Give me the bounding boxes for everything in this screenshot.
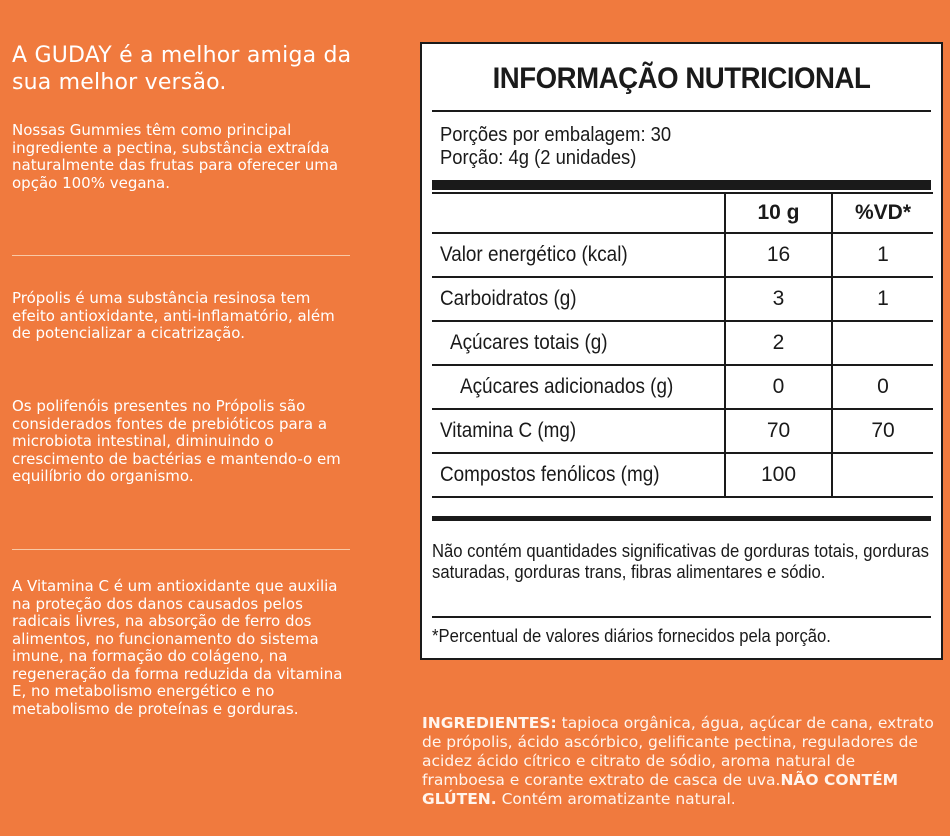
nutrient-dv [832, 321, 933, 365]
nutrient-dv [832, 453, 933, 497]
nutrient-amount: 3 [725, 277, 832, 321]
nutrient-amount: 70 [725, 409, 832, 453]
serving-size: Porção: 4g (2 unidades) [440, 147, 637, 169]
nutrient-dv: 70 [832, 409, 933, 453]
header-amount: 10 g [725, 193, 832, 233]
nutrition-facts-panel [420, 42, 943, 660]
nutrient-name: Valor energético (kcal) [440, 243, 628, 266]
rule [432, 110, 931, 112]
thick-rule [432, 516, 931, 521]
table-row [432, 277, 933, 321]
nutrient-amount: 100 [725, 453, 832, 497]
flavor-note: Contém aromatizante natural. [496, 790, 736, 808]
ingredients-label: INGREDIENTES: [422, 714, 557, 732]
nutrient-amount: 2 [725, 321, 832, 365]
not-significant-note [432, 540, 933, 582]
rule [432, 616, 931, 618]
nutrition-title: INFORMAÇÃO NUTRICIONAL [492, 62, 871, 95]
table-row [432, 453, 933, 497]
nutrient-amount: 0 [725, 365, 832, 409]
intro-paragraph: Nossas Gummies têm como principal ingrediente a pectina, substância extraída naturalmente das frutas para oferecer uma opção 100% vegana. [12, 121, 339, 192]
nutrient-dv: 1 [832, 277, 933, 321]
nutrient-name: Compostos fenólicos (mg) [440, 463, 660, 486]
nutrient-name: Vitamina C (mg) [440, 419, 577, 442]
table-row [432, 321, 933, 365]
table-header-row [432, 193, 933, 233]
divider [12, 549, 350, 550]
vitamin-c-paragraph: A Vitamina C é um antioxidante que auxilia na proteção dos danos causados pelos radicais livres, na absorção de ferro dos alimentos, no funcionamento do sistema imune, na formação do colágeno, na regeneração da forma reduzida da vitamina E, no metabolismo energético e no metabolismo de proteínas e gorduras. [12, 577, 343, 718]
header-dv: %VD* [832, 193, 933, 233]
header-empty [432, 193, 725, 233]
ingredients-text: tapioca orgânica, água, açúcar de cana, extrato de própolis, ácido ascórbico, gelificante pectina, reguladores de acidez ácido cítrico e citrato de sódio, aroma natural de framboesa e corante extrato de casca de uva. [422, 714, 934, 789]
polyphenols-paragraph: Os polifenóis presentes no Própolis são considerados fontes de prebióticos para a microbiota intestinal, diminuindo o crescimento de bactérias e mantendo-o em equilíbrio do organismo. [12, 397, 341, 485]
not-significant-text: Não contém quantidades significativas de gorduras totais, gorduras saturadas, gorduras trans, fibras alimentares e sódio. [432, 540, 930, 582]
propolis-paragraph: Própolis é uma substância resinosa tem efeito antioxidante, anti-inflamatório, além de potencializar a cicatrização. [12, 289, 335, 342]
footnote-text: *Percentual de valores diários fornecidos pela porção. [432, 625, 831, 646]
nutrient-name: Açúcares totais (g) [450, 331, 608, 354]
nutrient-dv: 1 [832, 233, 933, 277]
ingredients-block [422, 714, 937, 809]
servings-per-package: Porções por embalagem: 30 [440, 124, 672, 146]
divider [12, 255, 350, 256]
nutrient-dv: 0 [832, 365, 933, 409]
table-row [432, 233, 933, 277]
gluten-warning: NÃO CONTÉM GLÚTEN. [422, 771, 899, 808]
nutrition-table [432, 192, 933, 498]
table-row [432, 409, 933, 453]
nutrient-name: Açúcares adicionados (g) [460, 375, 674, 398]
nutrient-name: Carboidratos (g) [440, 287, 577, 310]
table-row [432, 365, 933, 409]
thick-rule [432, 180, 931, 190]
headline: A GUDAY é a melhor amiga da sua melhor versão. [12, 43, 352, 95]
nutrient-amount: 16 [725, 233, 832, 277]
footnote [432, 625, 933, 646]
